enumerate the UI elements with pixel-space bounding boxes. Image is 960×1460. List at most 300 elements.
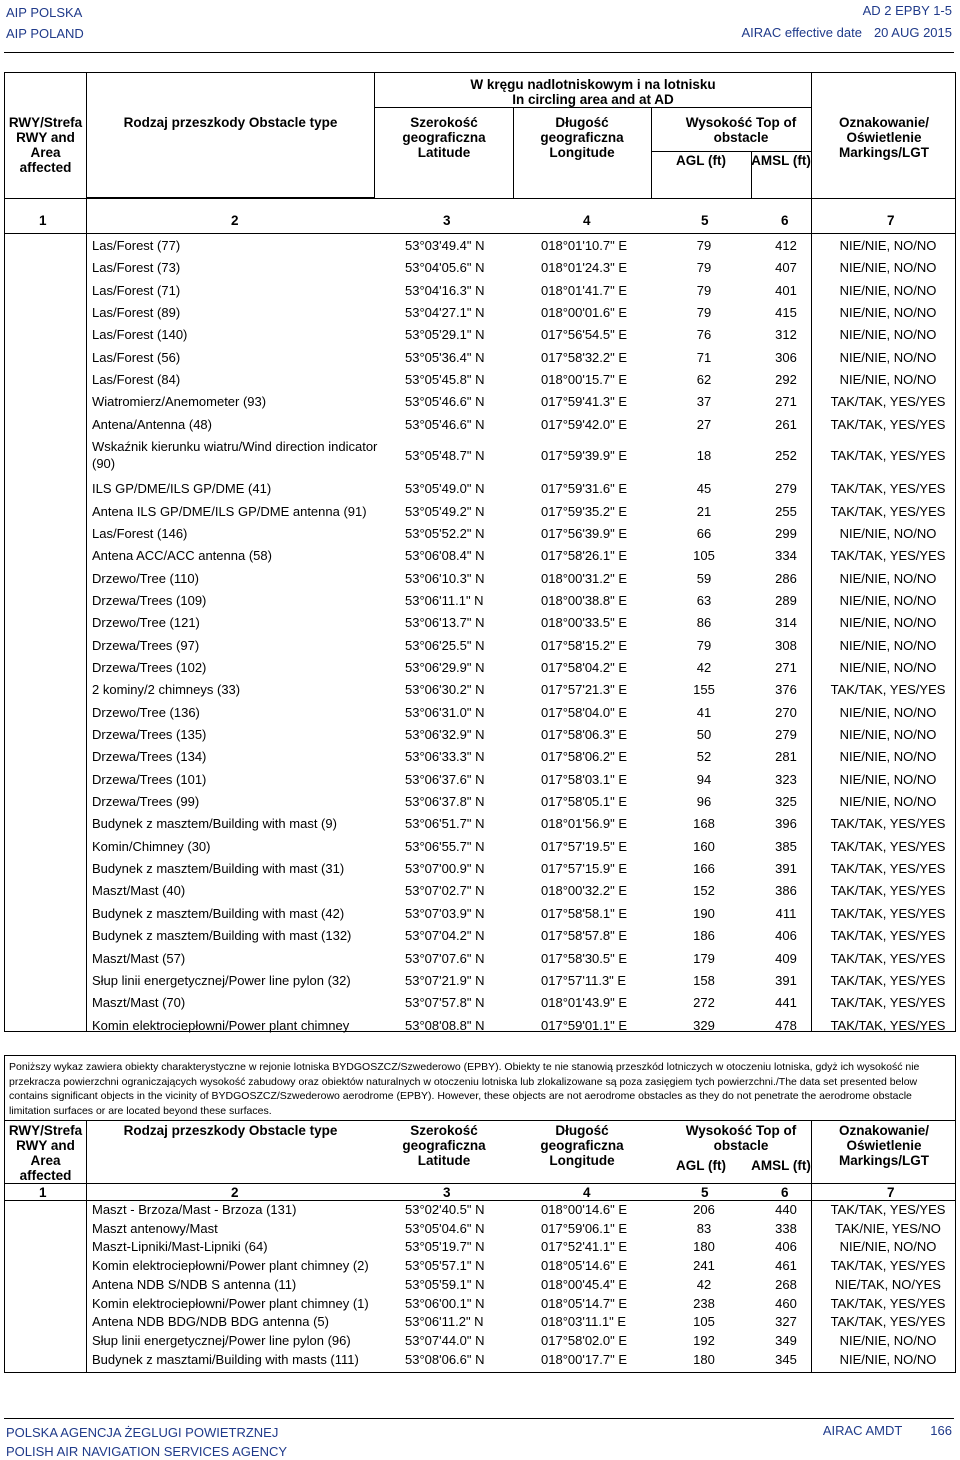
cell-latitude: 53°06'10.3" N xyxy=(405,570,485,586)
group-title-en: In circling area and at AD xyxy=(512,92,674,107)
table-row xyxy=(5,992,957,1014)
table-row xyxy=(5,791,957,813)
t2-col-num-4: 4 xyxy=(583,1185,591,1200)
cell-markings: TAK/TAK, YES/YES xyxy=(830,838,946,854)
cell-longitude: 017°58'58.1" E xyxy=(541,905,628,921)
cell-longitude: 018°00'14.6" E xyxy=(541,1202,628,1217)
cell-markings: NIE/NIE, NO/NO xyxy=(839,1332,937,1348)
cell-obstacle-type: Drzewo/Tree (121) xyxy=(92,615,200,631)
cell-agl: 86 xyxy=(696,615,712,631)
col-num-1: 1 xyxy=(39,213,47,228)
cell-amsl: 441 xyxy=(775,995,797,1011)
cell-markings: NIE/NIE, NO/NO xyxy=(839,771,937,787)
cell-latitude: 53°06'13.7" N xyxy=(405,615,485,631)
cell-latitude: 53°06'37.6" N xyxy=(405,771,485,787)
table-row xyxy=(5,813,957,835)
cell-agl: 21 xyxy=(696,503,712,519)
cell-amsl: 308 xyxy=(775,637,797,653)
cell-agl: 52 xyxy=(696,749,712,765)
t2-col-head-type: Rodzaj przeszkody Obstacle type xyxy=(123,1123,338,1138)
cell-agl: 42 xyxy=(696,659,712,675)
cell-longitude: 017°52'41.1" E xyxy=(541,1239,628,1255)
cell-longitude: 017°59'42.0" E xyxy=(541,416,628,432)
cell-agl: 79 xyxy=(696,305,712,321)
cell-latitude: 53°07'02.7" N xyxy=(405,883,485,899)
cell-obstacle-type: Antena ACC/ACC antenna (58) xyxy=(92,548,272,564)
cell-latitude: 53°06'25.5" N xyxy=(405,637,485,653)
header-rule xyxy=(4,52,954,53)
cell-longitude: 017°58'06.3" E xyxy=(541,727,628,742)
t2-col-head-lon: Długość geograficzna Longitude xyxy=(540,1123,624,1168)
cell-amsl: 292 xyxy=(775,372,797,388)
cell-latitude: 53°02'40.5" N xyxy=(405,1202,485,1217)
table-row xyxy=(5,657,957,679)
table-row xyxy=(5,970,957,992)
cell-amsl: 461 xyxy=(775,1258,797,1274)
cell-longitude: 017°59'41.3" E xyxy=(541,394,628,410)
header-airac-label: AIRAC effective date xyxy=(741,25,862,40)
table-row xyxy=(5,391,957,413)
cell-latitude: 53°05'36.4" N xyxy=(405,349,485,365)
cell-agl: 190 xyxy=(693,905,715,921)
cell-obstacle-type: Słup linii energetycznej/Power line pylon (96) xyxy=(92,1332,351,1348)
header-airac xyxy=(730,19,953,46)
cell-markings: NIE/TAK, NO/YES xyxy=(835,1276,941,1292)
cell-longitude: 017°59'39.9" E xyxy=(541,448,628,464)
cell-amsl: 406 xyxy=(775,1239,797,1255)
table-row xyxy=(5,1238,957,1257)
cell-agl: 179 xyxy=(693,950,715,966)
cell-longitude: 017°58'03.1" E xyxy=(541,771,628,787)
cell-latitude: 53°07'04.2" N xyxy=(405,928,485,944)
cell-amsl: 323 xyxy=(775,771,797,787)
footer-amdt-number: 166 xyxy=(930,1423,952,1438)
footer-right xyxy=(795,1423,952,1438)
col-head-lat: Szerokość geograficzna Latitude xyxy=(402,115,486,160)
cell-markings: TAK/TAK, YES/YES xyxy=(830,816,946,832)
cell-obstacle-type: Budynek z masztem/Building with mast (31) xyxy=(92,861,345,877)
cell-latitude: 53°06'30.2" N xyxy=(405,682,485,698)
cell-markings: NIE/NIE, NO/NO xyxy=(839,260,937,276)
cell-obstacle-type: Antena NDB S/NDB S antenna (11) xyxy=(92,1276,297,1292)
footer-agency-pl: POLSKA AGENCJA ŻEGLUGI POWIETRZNEJ xyxy=(6,1425,279,1440)
col-num-2: 2 xyxy=(231,213,239,228)
cell-amsl: 391 xyxy=(775,861,797,877)
table-row xyxy=(5,478,957,500)
cell-longitude: 017°58'57.8" E xyxy=(541,928,628,944)
cell-markings: TAK/TAK, YES/YES xyxy=(830,1295,946,1311)
cell-latitude: 53°05'48.7" N xyxy=(405,448,485,464)
cell-amsl: 252 xyxy=(775,448,797,464)
cell-obstacle-type: Wiatromierz/Anemometer (93) xyxy=(92,394,267,410)
cell-agl: 158 xyxy=(693,972,715,988)
table-row xyxy=(5,257,957,279)
t2-col-head-rwy: RWY/Strefa RWY and Area affected xyxy=(8,1123,83,1183)
significant-objects-note: Poniższy wykaz zawiera obiekty charakterystyczne w rejonie lotniska BYDGOSZCZ/Szwederowo (EPBY). Obiekty te nie stanowią przeszkód lotniczych w otoczeniu lotniska, gdyż ich wysokość nie przekracza powierzchni ograniczających wysokość zabudowy oraz obiektów naturalnych w otoczeniu lotniska lub zlokalizowane są poza zasięgiem tych powierzchni./The data set presented below contains significant objects in the vicinity of BYDGOSZCZ/Szwederowo aerodrome (EPBY). However, these objects are not aerodrome obstacles as they do not penetrate the aerodrome obstacle limitation surfaces or are located beyond these surfaces. xyxy=(9,1061,920,1117)
table-row xyxy=(5,1276,957,1295)
cell-longitude: 017°58'02.0" E xyxy=(541,1332,628,1348)
cell-agl: 238 xyxy=(693,1295,715,1311)
cell-obstacle-type: Las/Forest (89) xyxy=(92,305,181,321)
col-head-top: Wysokość Top of obstacle xyxy=(685,115,797,145)
cell-latitude: 53°06'11.1" N xyxy=(405,592,484,608)
cell-longitude: 018°00'38.8" E xyxy=(541,592,628,608)
cell-agl: 105 xyxy=(693,1314,715,1330)
cell-agl: 272 xyxy=(693,995,715,1011)
t2-col-num-6: 6 xyxy=(781,1185,789,1200)
cell-latitude: 53°05'49.2" N xyxy=(405,503,485,519)
cell-markings: TAK/TAK, YES/YES xyxy=(830,1202,946,1217)
footer-left xyxy=(6,1423,287,1460)
cell-obstacle-type: Antena/Antenna (48) xyxy=(92,416,212,432)
t2-col-num-2: 2 xyxy=(231,1185,239,1200)
cell-latitude: 53°04'27.1" N xyxy=(405,305,485,321)
cell-markings: NIE/NIE, NO/NO xyxy=(839,372,937,388)
cell-obstacle-type: Budynek z masztem/Building with mast (132) xyxy=(92,928,352,944)
col-head-type: Rodzaj przeszkody Obstacle type xyxy=(123,115,338,130)
cell-latitude: 53°05'59.1" N xyxy=(405,1276,485,1292)
t2-col-num-5: 5 xyxy=(701,1185,709,1200)
cell-agl: 79 xyxy=(696,637,712,653)
cell-agl: 37 xyxy=(696,394,712,410)
cell-markings: TAK/TAK, YES/YES xyxy=(830,995,946,1011)
cell-agl: 241 xyxy=(693,1258,715,1274)
cell-obstacle-type: Budynek z masztem/Building with mast (42) xyxy=(92,905,345,921)
cell-longitude: 018°00'17.7" E xyxy=(541,1351,628,1367)
cell-amsl: 411 xyxy=(775,905,797,921)
cell-markings: NIE/NIE, NO/NO xyxy=(839,637,937,653)
group-underline xyxy=(375,107,811,108)
cell-agl: 42 xyxy=(696,1276,712,1292)
table-row xyxy=(5,925,957,947)
table-row xyxy=(5,414,957,436)
cell-agl: 76 xyxy=(696,327,712,343)
t2-col-head-amsl: AMSL (ft) xyxy=(751,1158,811,1173)
cell-agl: 62 xyxy=(696,372,712,388)
cell-amsl: 261 xyxy=(775,416,797,432)
table-row xyxy=(5,746,957,768)
cell-agl: 18 xyxy=(696,448,712,464)
col-num-3: 3 xyxy=(443,213,451,228)
cell-amsl: 440 xyxy=(775,1202,797,1217)
obstacle-table xyxy=(4,72,956,1032)
cell-latitude: 53°04'05.6" N xyxy=(405,260,485,276)
header-box-type xyxy=(86,73,375,198)
cell-obstacle-type: Maszt/Mast (70) xyxy=(92,995,186,1011)
cell-obstacle-type: Las/Forest (73) xyxy=(92,260,181,276)
table-row xyxy=(5,679,957,701)
cell-markings: TAK/TAK, YES/YES xyxy=(830,682,946,698)
cell-latitude: 53°05'52.2" N xyxy=(405,525,485,541)
cell-latitude: 53°05'46.6" N xyxy=(405,394,485,410)
cell-markings: NIE/NIE, NO/NO xyxy=(839,727,937,742)
col-head-lon: Długość geograficzna Longitude xyxy=(540,115,624,160)
cell-latitude: 53°06'37.8" N xyxy=(405,794,485,810)
cell-agl: 63 xyxy=(696,592,712,608)
cell-markings: TAK/TAK, YES/YES xyxy=(830,905,946,921)
cell-latitude: 53°06'29.9" N xyxy=(405,659,485,675)
cell-agl: 166 xyxy=(693,861,715,877)
cell-longitude: 017°57'19.5" E xyxy=(541,838,628,854)
col-head-rwy: RWY/Strefa RWY and Area affected xyxy=(8,115,83,175)
cell-agl: 66 xyxy=(696,525,712,541)
cell-longitude: 018°01'41.7" E xyxy=(541,282,628,298)
cell-agl: 50 xyxy=(696,727,712,742)
cell-longitude: 017°57'11.3" E xyxy=(541,972,627,988)
table-row xyxy=(5,948,957,970)
table-row xyxy=(5,880,957,902)
cell-obstacle-type: Drzewa/Trees (101) xyxy=(92,771,207,787)
cell-agl: 79 xyxy=(696,238,712,253)
cell-markings: NIE/NIE, NO/NO xyxy=(839,615,937,631)
cell-agl: 83 xyxy=(696,1220,712,1236)
table-row xyxy=(5,436,957,478)
header-date: 20 AUG 2015 xyxy=(873,25,952,40)
header-right xyxy=(730,2,953,46)
cell-amsl: 312 xyxy=(775,327,797,343)
cell-latitude: 53°08'06.6" N xyxy=(405,1351,485,1367)
cell-markings: TAK/NIE, YES/NO xyxy=(835,1220,941,1236)
cell-markings: NIE/NIE, NO/NO xyxy=(839,525,937,541)
col-num-6: 6 xyxy=(781,213,789,228)
cell-amsl: 415 xyxy=(775,305,797,321)
cell-markings: NIE/NIE, NO/NO xyxy=(839,794,937,810)
cell-markings: NIE/NIE, NO/NO xyxy=(839,327,937,343)
cell-latitude: 53°06'33.3" N xyxy=(405,749,485,765)
table-row xyxy=(5,1313,957,1332)
cell-longitude: 017°58'26.1" E xyxy=(541,548,628,564)
header-aip-polska: AIP POLSKA xyxy=(6,5,83,20)
cell-markings: NIE/NIE, NO/NO xyxy=(839,282,937,298)
cell-obstacle-type: Komin elektrociepłowni/Power plant chimney (2) xyxy=(92,1258,369,1274)
table-row xyxy=(5,501,957,523)
cell-obstacle-type: Las/Forest (140) xyxy=(92,327,188,343)
cell-obstacle-type: Maszt antenowy/Mast xyxy=(92,1220,218,1236)
table-row xyxy=(5,724,957,746)
cell-longitude: 017°56'54.5" E xyxy=(541,327,628,343)
cell-obstacle-type: Drzewa/Trees (134) xyxy=(92,749,207,765)
cell-latitude: 53°06'51.7" N xyxy=(405,816,485,832)
t2-col-num-1: 1 xyxy=(39,1185,47,1200)
cell-longitude: 017°59'31.6" E xyxy=(541,481,628,497)
cell-amsl: 271 xyxy=(775,659,797,675)
cell-amsl: 327 xyxy=(775,1314,797,1330)
cell-obstacle-type: Las/Forest (56) xyxy=(92,349,181,365)
cell-markings: TAK/TAK, YES/YES xyxy=(830,972,946,988)
cell-latitude: 53°04'16.3" N xyxy=(405,282,485,298)
cell-longitude: 018°05'14.7" E xyxy=(541,1295,628,1311)
cell-amsl: 349 xyxy=(775,1332,797,1348)
cell-latitude: 53°05'19.7" N xyxy=(405,1239,485,1255)
cell-longitude: 018°01'10.7" E xyxy=(541,238,628,253)
cell-longitude: 017°59'35.2" E xyxy=(541,503,628,519)
cell-markings: TAK/TAK, YES/YES xyxy=(830,416,946,432)
cell-latitude: 53°07'57.8" N xyxy=(405,995,485,1011)
col-num-5: 5 xyxy=(701,213,709,228)
table-row xyxy=(5,280,957,302)
cell-amsl: 409 xyxy=(775,950,797,966)
cell-amsl: 299 xyxy=(775,525,797,541)
cell-markings: NIE/NIE, NO/NO xyxy=(839,570,937,586)
cell-obstacle-type: Maszt - Brzoza/Mast - Brzoza (131) xyxy=(92,1202,297,1217)
cell-agl: 192 xyxy=(693,1332,715,1348)
cell-agl: 45 xyxy=(696,481,712,497)
cell-markings: TAK/TAK, YES/YES xyxy=(830,928,946,944)
cell-longitude: 017°58'05.1" E xyxy=(541,794,628,810)
cell-agl: 79 xyxy=(696,282,712,298)
table-row xyxy=(5,635,957,657)
table-row xyxy=(5,1332,957,1351)
t2-col-head-top: Wysokość Top of obstacle xyxy=(685,1123,797,1153)
table-row xyxy=(5,545,957,567)
table-row xyxy=(5,903,957,925)
cell-latitude: 53°05'57.1" N xyxy=(405,1258,485,1274)
cell-agl: 27 xyxy=(696,416,712,432)
cell-obstacle-type: Budynek z masztami/Building with masts (111) xyxy=(92,1351,359,1367)
table-row xyxy=(5,1220,957,1239)
cell-latitude: 53°05'04.6" N xyxy=(405,1220,485,1236)
cell-amsl: 281 xyxy=(775,749,797,765)
cell-agl: 96 xyxy=(696,794,712,810)
cell-obstacle-type: Drzewa/Trees (102) xyxy=(92,659,207,675)
cell-markings: TAK/TAK, YES/YES xyxy=(830,1017,946,1033)
cell-markings: NIE/NIE, NO/NO xyxy=(839,238,937,253)
cell-longitude: 017°59'06.1" E xyxy=(541,1220,628,1236)
cell-obstacle-type: Wskaźnik kierunku wiatru/Wind direction indicator (90) xyxy=(92,439,378,472)
cell-amsl: 255 xyxy=(775,503,797,519)
cell-amsl: 289 xyxy=(775,592,797,608)
cell-markings: NIE/NIE, NO/NO xyxy=(839,1239,937,1255)
cell-amsl: 279 xyxy=(775,727,797,742)
table-row xyxy=(5,858,957,880)
cell-markings: NIE/NIE, NO/NO xyxy=(839,349,937,365)
cell-latitude: 53°06'55.7" N xyxy=(405,838,485,854)
cell-amsl: 396 xyxy=(775,816,797,832)
table-row xyxy=(5,235,957,257)
cell-markings: TAK/TAK, YES/YES xyxy=(830,883,946,899)
note-rule xyxy=(5,1120,955,1121)
cell-amsl: 376 xyxy=(775,682,797,698)
cell-markings: NIE/NIE, NO/NO xyxy=(839,305,937,321)
cell-markings: NIE/NIE, NO/NO xyxy=(839,592,937,608)
colnum-rule xyxy=(5,233,955,234)
group-title-pl: W kręgu nadlotniskowym i na lotnisku xyxy=(470,77,716,92)
table-row xyxy=(5,369,957,391)
table-row xyxy=(5,1351,957,1370)
cell-longitude: 018°01'24.3" E xyxy=(541,260,628,276)
cell-latitude: 53°06'32.9" N xyxy=(405,727,485,742)
table-row xyxy=(5,590,957,612)
cell-latitude: 53°07'00.9" N xyxy=(405,861,485,877)
table-row xyxy=(5,568,957,590)
footer-rule xyxy=(4,1418,954,1419)
cell-amsl: 306 xyxy=(775,349,797,365)
cell-obstacle-type: Maszt/Mast (57) xyxy=(92,950,186,966)
header-left xyxy=(6,2,84,44)
cell-longitude: 017°58'04.0" E xyxy=(541,704,628,720)
cell-amsl: 268 xyxy=(775,1276,797,1292)
col-head-agl: AGL (ft) xyxy=(676,153,726,168)
col-head-mark: Oznakowanie/ Oświetlenie Markings/LGT xyxy=(838,115,930,160)
table-row xyxy=(5,347,957,369)
table-row xyxy=(5,769,957,791)
cell-obstacle-type: Komin elektrociepłowni/Power plant chimney (1) xyxy=(92,1295,369,1311)
table-row xyxy=(5,702,957,724)
footer-agency-en: POLISH AIR NAVIGATION SERVICES AGENCY xyxy=(6,1444,288,1459)
cell-latitude: 53°06'11.2" N xyxy=(405,1314,484,1330)
cell-latitude: 53°06'00.1" N xyxy=(405,1295,485,1311)
cell-longitude: 017°57'15.9" E xyxy=(541,861,628,877)
cell-amsl: 271 xyxy=(775,394,797,410)
cell-obstacle-type: Komin elektrociepłowni/Power plant chimney xyxy=(92,1017,350,1033)
cell-obstacle-type: Drzewa/Trees (99) xyxy=(92,794,200,810)
cell-obstacle-type: Drzewa/Trees (135) xyxy=(92,727,207,742)
cell-obstacle-type: Antena NDB BDG/NDB BDG antenna (5) xyxy=(92,1314,329,1330)
cell-longitude: 018°00'32.2" E xyxy=(541,883,628,899)
cell-longitude: 018°05'14.6" E xyxy=(541,1258,628,1274)
cell-agl: 180 xyxy=(693,1239,715,1255)
cell-longitude: 017°57'21.3" E xyxy=(541,682,628,698)
table-row xyxy=(5,302,957,324)
table-row xyxy=(5,836,957,858)
cell-longitude: 018°01'43.9" E xyxy=(541,995,628,1011)
cell-obstacle-type: Drzewo/Tree (110) xyxy=(92,570,199,586)
cell-amsl: 460 xyxy=(775,1295,797,1311)
cell-longitude: 018°00'01.6" E xyxy=(541,305,628,321)
cell-obstacle-type: ILS GP/DME/ILS GP/DME (41) xyxy=(92,481,272,497)
cell-obstacle-type: Maszt-Lipniki/Mast-Lipniki (64) xyxy=(92,1239,268,1255)
cell-longitude: 017°58'32.2" E xyxy=(541,349,628,365)
cell-agl: 94 xyxy=(696,771,712,787)
t2-col-head-mark: Oznakowanie/ Oświetlenie Markings/LGT xyxy=(838,1123,930,1168)
cell-markings: TAK/TAK, YES/YES xyxy=(830,1258,946,1274)
cell-obstacle-type: Antena ILS GP/DME/ILS GP/DME antenna (91) xyxy=(92,503,367,519)
cell-agl: 152 xyxy=(693,883,715,899)
col-head-amsl: AMSL (ft) xyxy=(751,153,811,168)
cell-obstacle-type: Las/Forest (84) xyxy=(92,372,181,388)
cell-longitude: 017°59'01.1" E xyxy=(541,1017,628,1033)
cell-longitude: 017°58'30.5" E xyxy=(541,950,628,966)
t2-col-head-lat: Szerokość geograficzna Latitude xyxy=(402,1123,486,1168)
cell-amsl: 386 xyxy=(775,883,797,899)
cell-agl: 59 xyxy=(696,570,712,586)
cell-obstacle-type: Las/Forest (77) xyxy=(92,238,181,253)
cell-obstacle-type: Budynek z masztem/Building with mast (9) xyxy=(92,816,337,832)
cell-amsl: 478 xyxy=(775,1017,797,1033)
t2-col-num-7: 7 xyxy=(887,1185,895,1200)
cell-obstacle-type: Las/Forest (146) xyxy=(92,525,188,541)
cell-latitude: 53°07'07.6" N xyxy=(405,950,485,966)
cell-markings: NIE/NIE, NO/NO xyxy=(839,749,937,765)
cell-obstacle-type: Komin/Chimney (30) xyxy=(92,838,211,854)
cell-amsl: 334 xyxy=(775,548,797,564)
cell-amsl: 385 xyxy=(775,838,797,854)
cell-obstacle-type: Maszt/Mast (40) xyxy=(92,883,186,899)
cell-markings: TAK/TAK, YES/YES xyxy=(830,950,946,966)
header-section: AD 2 EPBY 1-5 xyxy=(862,3,952,18)
table-row xyxy=(5,1257,957,1276)
cell-agl: 180 xyxy=(693,1351,715,1367)
cell-agl: 186 xyxy=(693,928,715,944)
cell-amsl: 325 xyxy=(775,794,797,810)
cell-agl: 71 xyxy=(696,349,712,365)
cell-longitude: 017°58'04.2" E xyxy=(541,659,628,675)
cell-agl: 160 xyxy=(693,838,715,854)
cell-markings: NIE/NIE, NO/NO xyxy=(839,1351,937,1367)
cell-markings: TAK/TAK, YES/YES xyxy=(830,1314,946,1330)
cell-agl: 155 xyxy=(693,682,715,698)
cell-longitude: 018°00'45.4" E xyxy=(541,1276,628,1292)
